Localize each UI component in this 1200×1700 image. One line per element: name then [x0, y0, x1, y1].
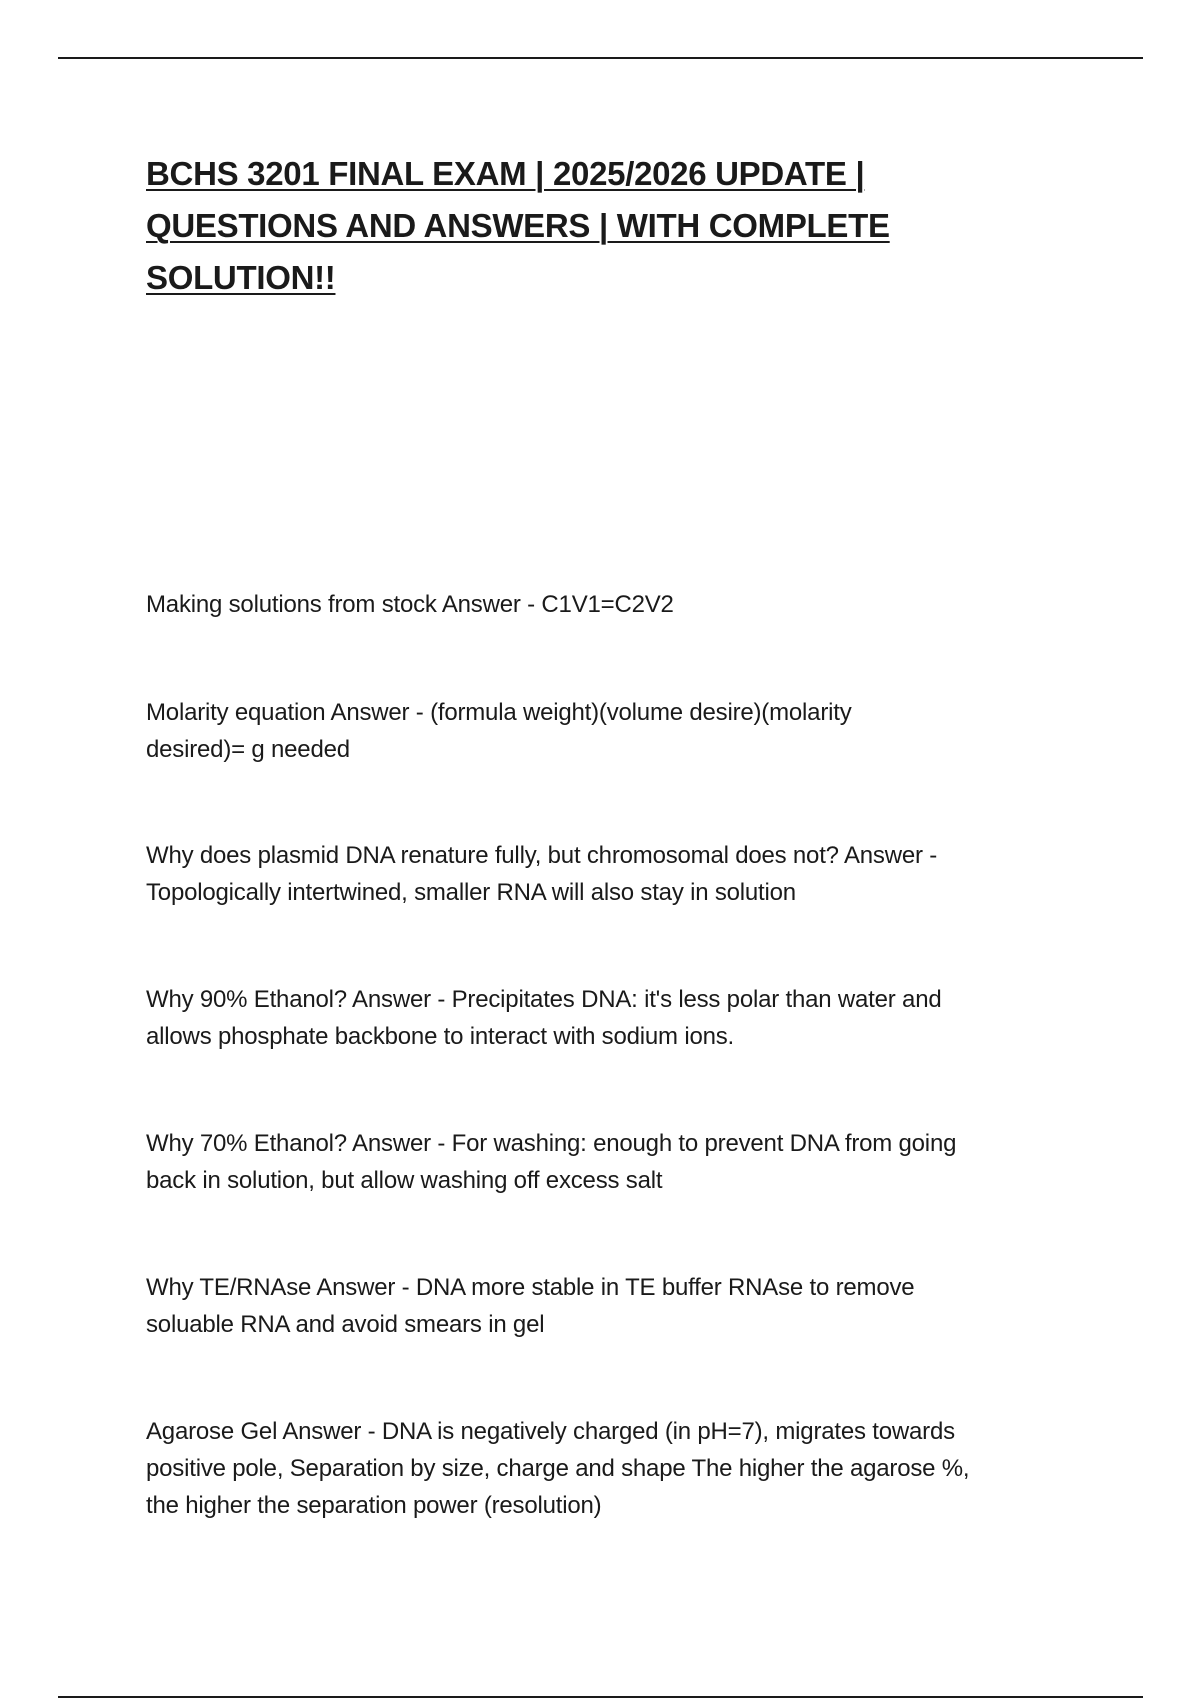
qa-line: Molarity equation Answer - (formula weight)(volume desire)(molarity: [146, 699, 852, 726]
qa-line: Making solutions from stock Answer - C1V1=C2V2: [146, 591, 674, 618]
title-line: SOLUTION!!: [146, 259, 336, 296]
title-line: BCHS 3201 FINAL EXAM | 2025/2026 UPDATE |: [146, 155, 865, 192]
qa-line: Why 70% Ethanol? Answer - For washing: enough to prevent DNA from going: [146, 1130, 957, 1157]
title-line: QUESTIONS AND ANSWERS | WITH COMPLETE: [146, 207, 890, 244]
qa-line: Why 90% Ethanol? Answer - Precipitates DNA: it's less polar than water and: [146, 986, 942, 1013]
qa-item-90-ethanol: [146, 981, 1046, 1055]
qa-item-70-ethanol: [146, 1125, 1046, 1199]
qa-line: soluable RNA and avoid smears in gel: [146, 1311, 545, 1338]
document-title: [146, 148, 946, 304]
qa-item-agarose-gel: [146, 1413, 1046, 1524]
qa-line: allows phosphate backbone to interact with sodium ions.: [146, 1023, 735, 1050]
qa-item-plasmid-renature: [146, 837, 1046, 911]
qa-line: Topologically intertwined, smaller RNA will also stay in solution: [146, 879, 796, 906]
qa-line: desired)= g needed: [146, 736, 350, 763]
qa-line: Why does plasmid DNA renature fully, but chromosomal does not? Answer -: [146, 842, 938, 869]
qa-line: back in solution, but allow washing off excess salt: [146, 1167, 663, 1194]
qa-line: positive pole, Separation by size, charge and shape The higher the agarose %,: [146, 1455, 970, 1482]
qa-line: Why TE/RNAse Answer - DNA more stable in TE buffer RNAse to remove: [146, 1274, 915, 1301]
qa-line: Agarose Gel Answer - DNA is negatively charged (in pH=7), migrates towards: [146, 1418, 955, 1445]
qa-line: the higher the separation power (resolution): [146, 1492, 602, 1519]
qa-item-te-rnase: [146, 1269, 1046, 1343]
header-rule: [58, 57, 1143, 59]
qa-item-molarity-equation: [146, 694, 1046, 768]
qa-item-solutions-from-stock: [146, 586, 1046, 623]
footer-rule: [58, 1696, 1143, 1698]
